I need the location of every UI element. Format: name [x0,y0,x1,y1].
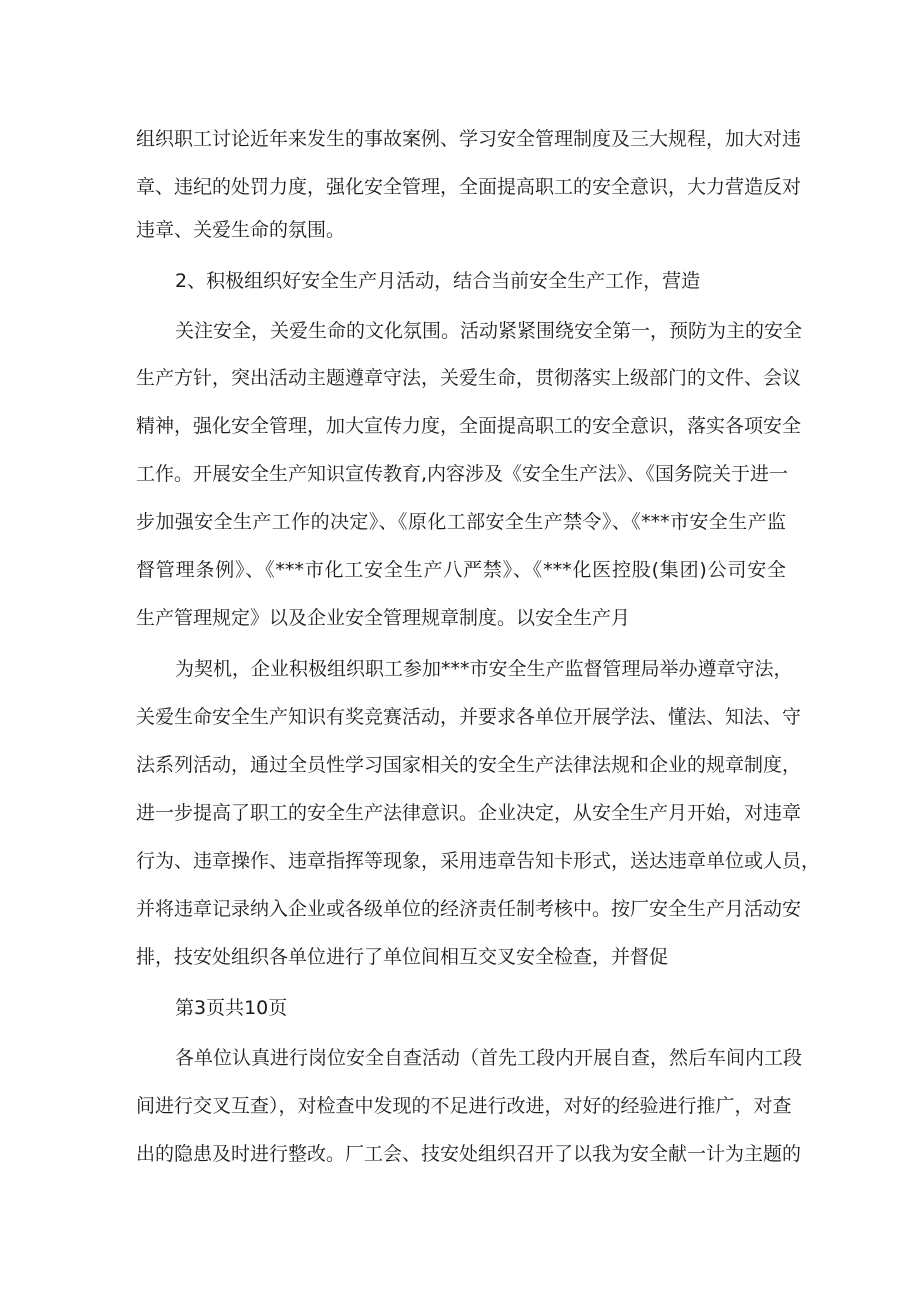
paragraph-1-line-2: 章、违纪的处罚力度，强化安全管理，全面提高职工的安全意识，大力营造反对 [136,176,802,198]
paragraph-6-line-2: 间进行交叉互查），对检查中发现的不足进行改进，对好的经验进行推广，对查 [136,1095,792,1117]
page-number: 第3页共10页 [175,997,288,1019]
paragraph-4-line-4: 进一步提高了职工的安全生产法律意识。企业决定，从安全生产月开始，对违章 [136,802,802,824]
paragraph-3-line-5: 步加强安全生产工作的决定》、《原化工部安全生产禁令》、《***市安全生产监 [136,511,786,533]
paragraph-1-line-3: 违章、关爱生命的氛围。 [136,219,346,241]
paragraph-4-line-3: 法系列活动，通过全员性学习国家相关的安全生产法律法规和企业的规章制度， [136,754,802,776]
paragraph-6-line-3: 出的隐患及时进行整改。厂工会、技安处组织召开了以我为安全献一计为主题的 [136,1143,802,1165]
paragraph-4-line-7: 排，技安处组织各单位进行了单位间相互交叉安全检查，并督促 [136,946,669,968]
paragraph-3-line-7: 生产管理规定》以及企业安全管理规章制度。以安全生产月 [136,607,631,629]
paragraph-3-line-1: 关注安全，关爱生命的文化氛围。活动紧紧围绕安全第一，预防为主的安全 [175,320,803,342]
paragraph-3-line-3: 精神，强化安全管理，加大宣传力度，全面提高职工的安全意识，落实各项安全 [136,415,802,437]
paragraph-4-line-5: 行为、违章操作、违章指挥等现象，采用违章告知卡形式，送达违章单位或人员， [136,850,821,872]
paragraph-6-line-1: 各单位认真进行岗位安全自查活动（首先工段内开展自查，然后车间内工段 [175,1047,803,1069]
paragraph-3-line-4: 工作。开展安全生产知识宣传教育,内容涉及《安全生产法》、《国务院关于进一 [136,463,789,485]
paragraph-4-line-6: 并将违章记录纳入企业或各级单位的经济责任制考核中。按厂安全生产月活动安 [136,898,802,920]
paragraph-3-line-6: 督管理条例》、《***市化工安全生产八严禁》、《***化医控股(集团)公司安全 [136,559,786,581]
paragraph-2-line-1: 2、积极组织好安全生产月活动，结合当前安全生产工作，营造 [175,270,701,292]
paragraph-4-line-1: 为契机，企业积极组织职工参加***市安全生产监督管理局举办遵章守法， [175,658,793,680]
paragraph-3-line-2: 生产方针，突出活动主题遵章守法，关爱生命，贯彻落实上级部门的文件、会议 [136,367,802,389]
paragraph-4-line-2: 关爱生命安全生产知识有奖竞赛活动，并要求各单位开展学法、懂法、知法、守 [136,706,802,728]
paragraph-1-line-1: 组织职工讨论近年来发生的事故案例、学习安全管理制度及三大规程，加大对违 [136,128,802,150]
